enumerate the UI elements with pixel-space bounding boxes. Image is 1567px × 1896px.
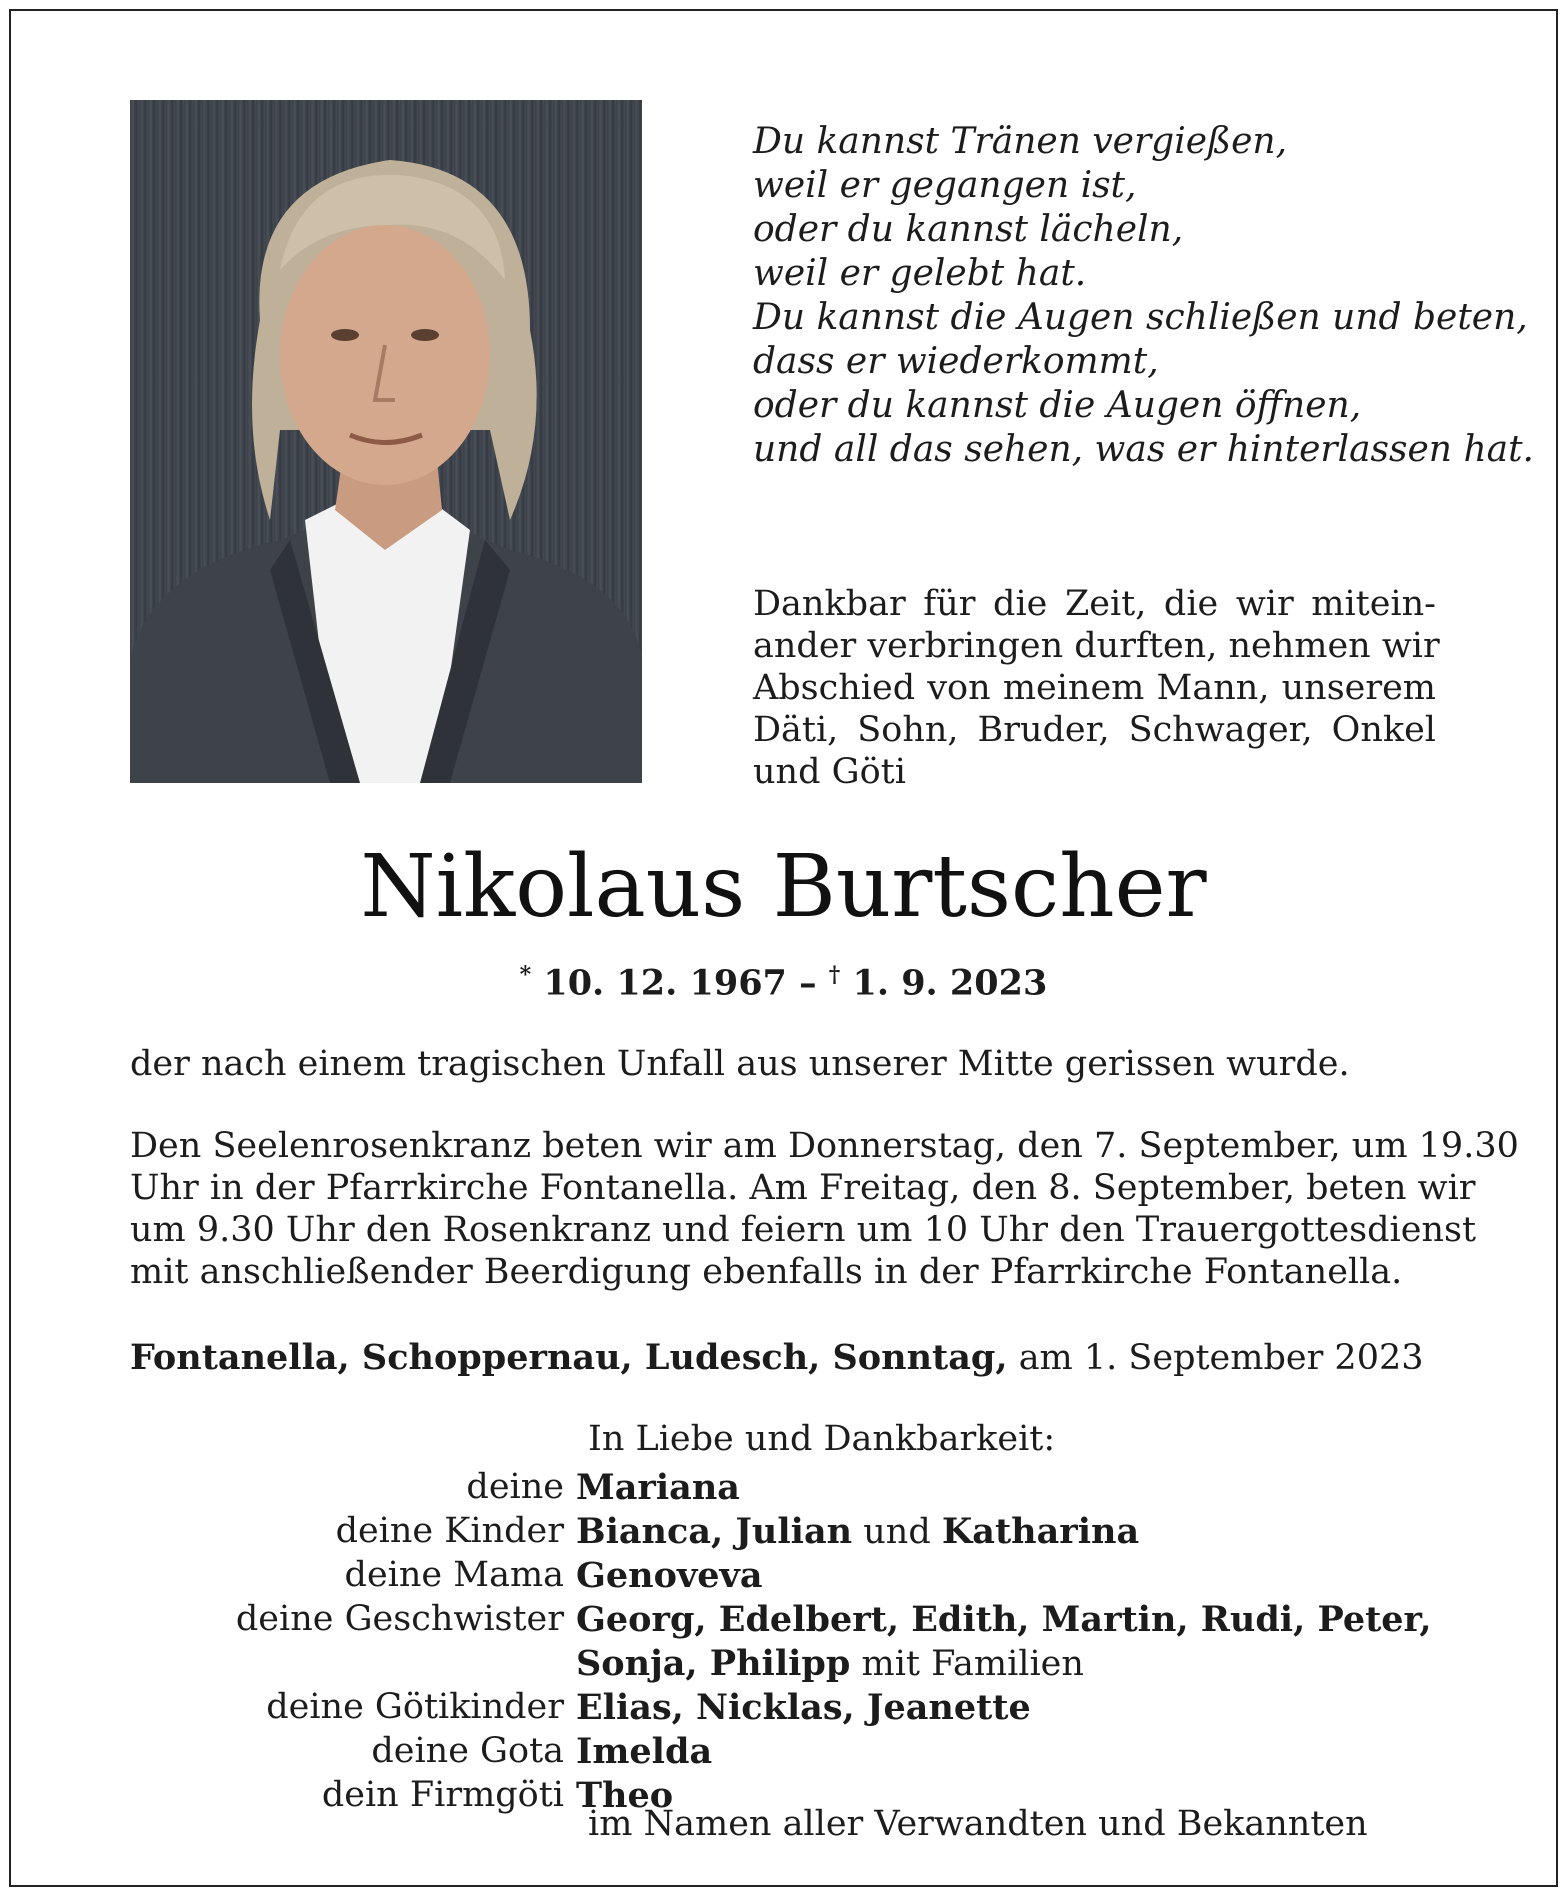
death-symbol: † (828, 962, 841, 988)
death-date: 1. 9. 2023 (852, 962, 1048, 1004)
portrait-illustration (130, 100, 642, 783)
thanks-line: In Liebe und Dankbarkeit: (588, 1419, 1056, 1459)
joiner-text: und (863, 1512, 931, 1552)
family-row (130, 1686, 1440, 1730)
family-name: Bianca, Julian (576, 1511, 853, 1552)
family-row (130, 1598, 1440, 1642)
service-paragraph (130, 1125, 1519, 1293)
poem (753, 120, 1534, 472)
places: Fontanella, Schoppernau, Ludesch, Sonntag, (130, 1337, 1008, 1378)
family-name: Katharina (941, 1511, 1140, 1552)
intro-line: Däti, Sohn, Bruder, Schwager, Onkel (753, 710, 1436, 750)
relation-label: deine Kinder (335, 1511, 564, 1551)
family-name: Theo (576, 1775, 674, 1816)
poem-line: oder du kannst lächeln, (753, 209, 1184, 250)
family-row (130, 1730, 1440, 1774)
relation-label: deine (466, 1467, 564, 1507)
intro-paragraph (753, 583, 1440, 793)
service-line: Uhr in der Pfarrkirche Fontanella. Am Freitag, den 8. September, beten wir (130, 1168, 1476, 1208)
relation-label: deine Götikinder (266, 1687, 564, 1727)
birth-date: 10. 12. 1967 – (543, 962, 817, 1004)
place-date-line (130, 1337, 1440, 1379)
service-line: mit anschließender Beerdigung ebenfalls in der Pfarrkirche Fontanella. (130, 1252, 1403, 1292)
family-row (130, 1510, 1440, 1554)
family-row (130, 1642, 1440, 1686)
family-row (130, 1554, 1440, 1598)
birth-symbol: * (519, 962, 532, 988)
accident-line: der nach einem tragischen Unfall aus unserer Mitte gerissen wurde. (130, 1044, 1350, 1084)
family-name: Georg, Edelbert, Edith, Martin, Rudi, Peter, (576, 1599, 1432, 1640)
relation-label: dein Firmgöti (321, 1775, 564, 1815)
service-line: Den Seelenrosenkranz beten wir am Donnerstag, den 7. September, um 19.30 (130, 1126, 1519, 1166)
intro-line: und Göti (753, 752, 906, 792)
relation-label: deine Gota (371, 1731, 564, 1771)
poem-line: weil er gegangen ist, (753, 165, 1137, 206)
poem-line: Du kannst Tränen vergießen, (753, 121, 1288, 162)
poem-line: weil er gelebt hat. (753, 253, 1087, 294)
poem-line: dass er wiederkommt, (753, 341, 1159, 382)
closing-line: im Namen aller Verwandten und Bekannten (588, 1804, 1368, 1844)
family-name: Elias, Nicklas, Jeanette (576, 1687, 1031, 1728)
notice-date: am 1. September 2023 (1018, 1338, 1424, 1378)
service-line: um 9.30 Uhr den Rosenkranz und feiern um 10 Uhr den Trauergottesdienst (130, 1210, 1477, 1250)
family-name: Imelda (576, 1731, 713, 1772)
suffix-text: mit Familien (861, 1644, 1084, 1684)
poem-line: und all das sehen, was er hinterlassen hat. (753, 429, 1534, 470)
family-row (130, 1466, 1440, 1510)
family-name: Sonja, Philipp (576, 1643, 851, 1684)
intro-line: Dankbar für die Zeit, die wir mitein- (753, 584, 1436, 624)
family-name: Genoveva (576, 1555, 763, 1596)
poem-line: oder du kannst die Augen öffnen, (753, 385, 1362, 426)
family-name: Mariana (576, 1467, 740, 1508)
relation-label: deine Geschwister (235, 1599, 564, 1639)
portrait-photo (130, 100, 642, 783)
intro-line: ander verbringen durften, nehmen wir (753, 626, 1440, 666)
family-list (130, 1466, 1440, 1818)
intro-line: Abschied von meinem Mann, unserem (753, 668, 1436, 708)
poem-line: Du kannst die Augen schließen und beten, (753, 297, 1528, 338)
relation-label: deine Mama (344, 1555, 564, 1595)
life-dates (0, 950, 1567, 1009)
deceased-name: Nikolaus Burtscher (360, 837, 1207, 937)
